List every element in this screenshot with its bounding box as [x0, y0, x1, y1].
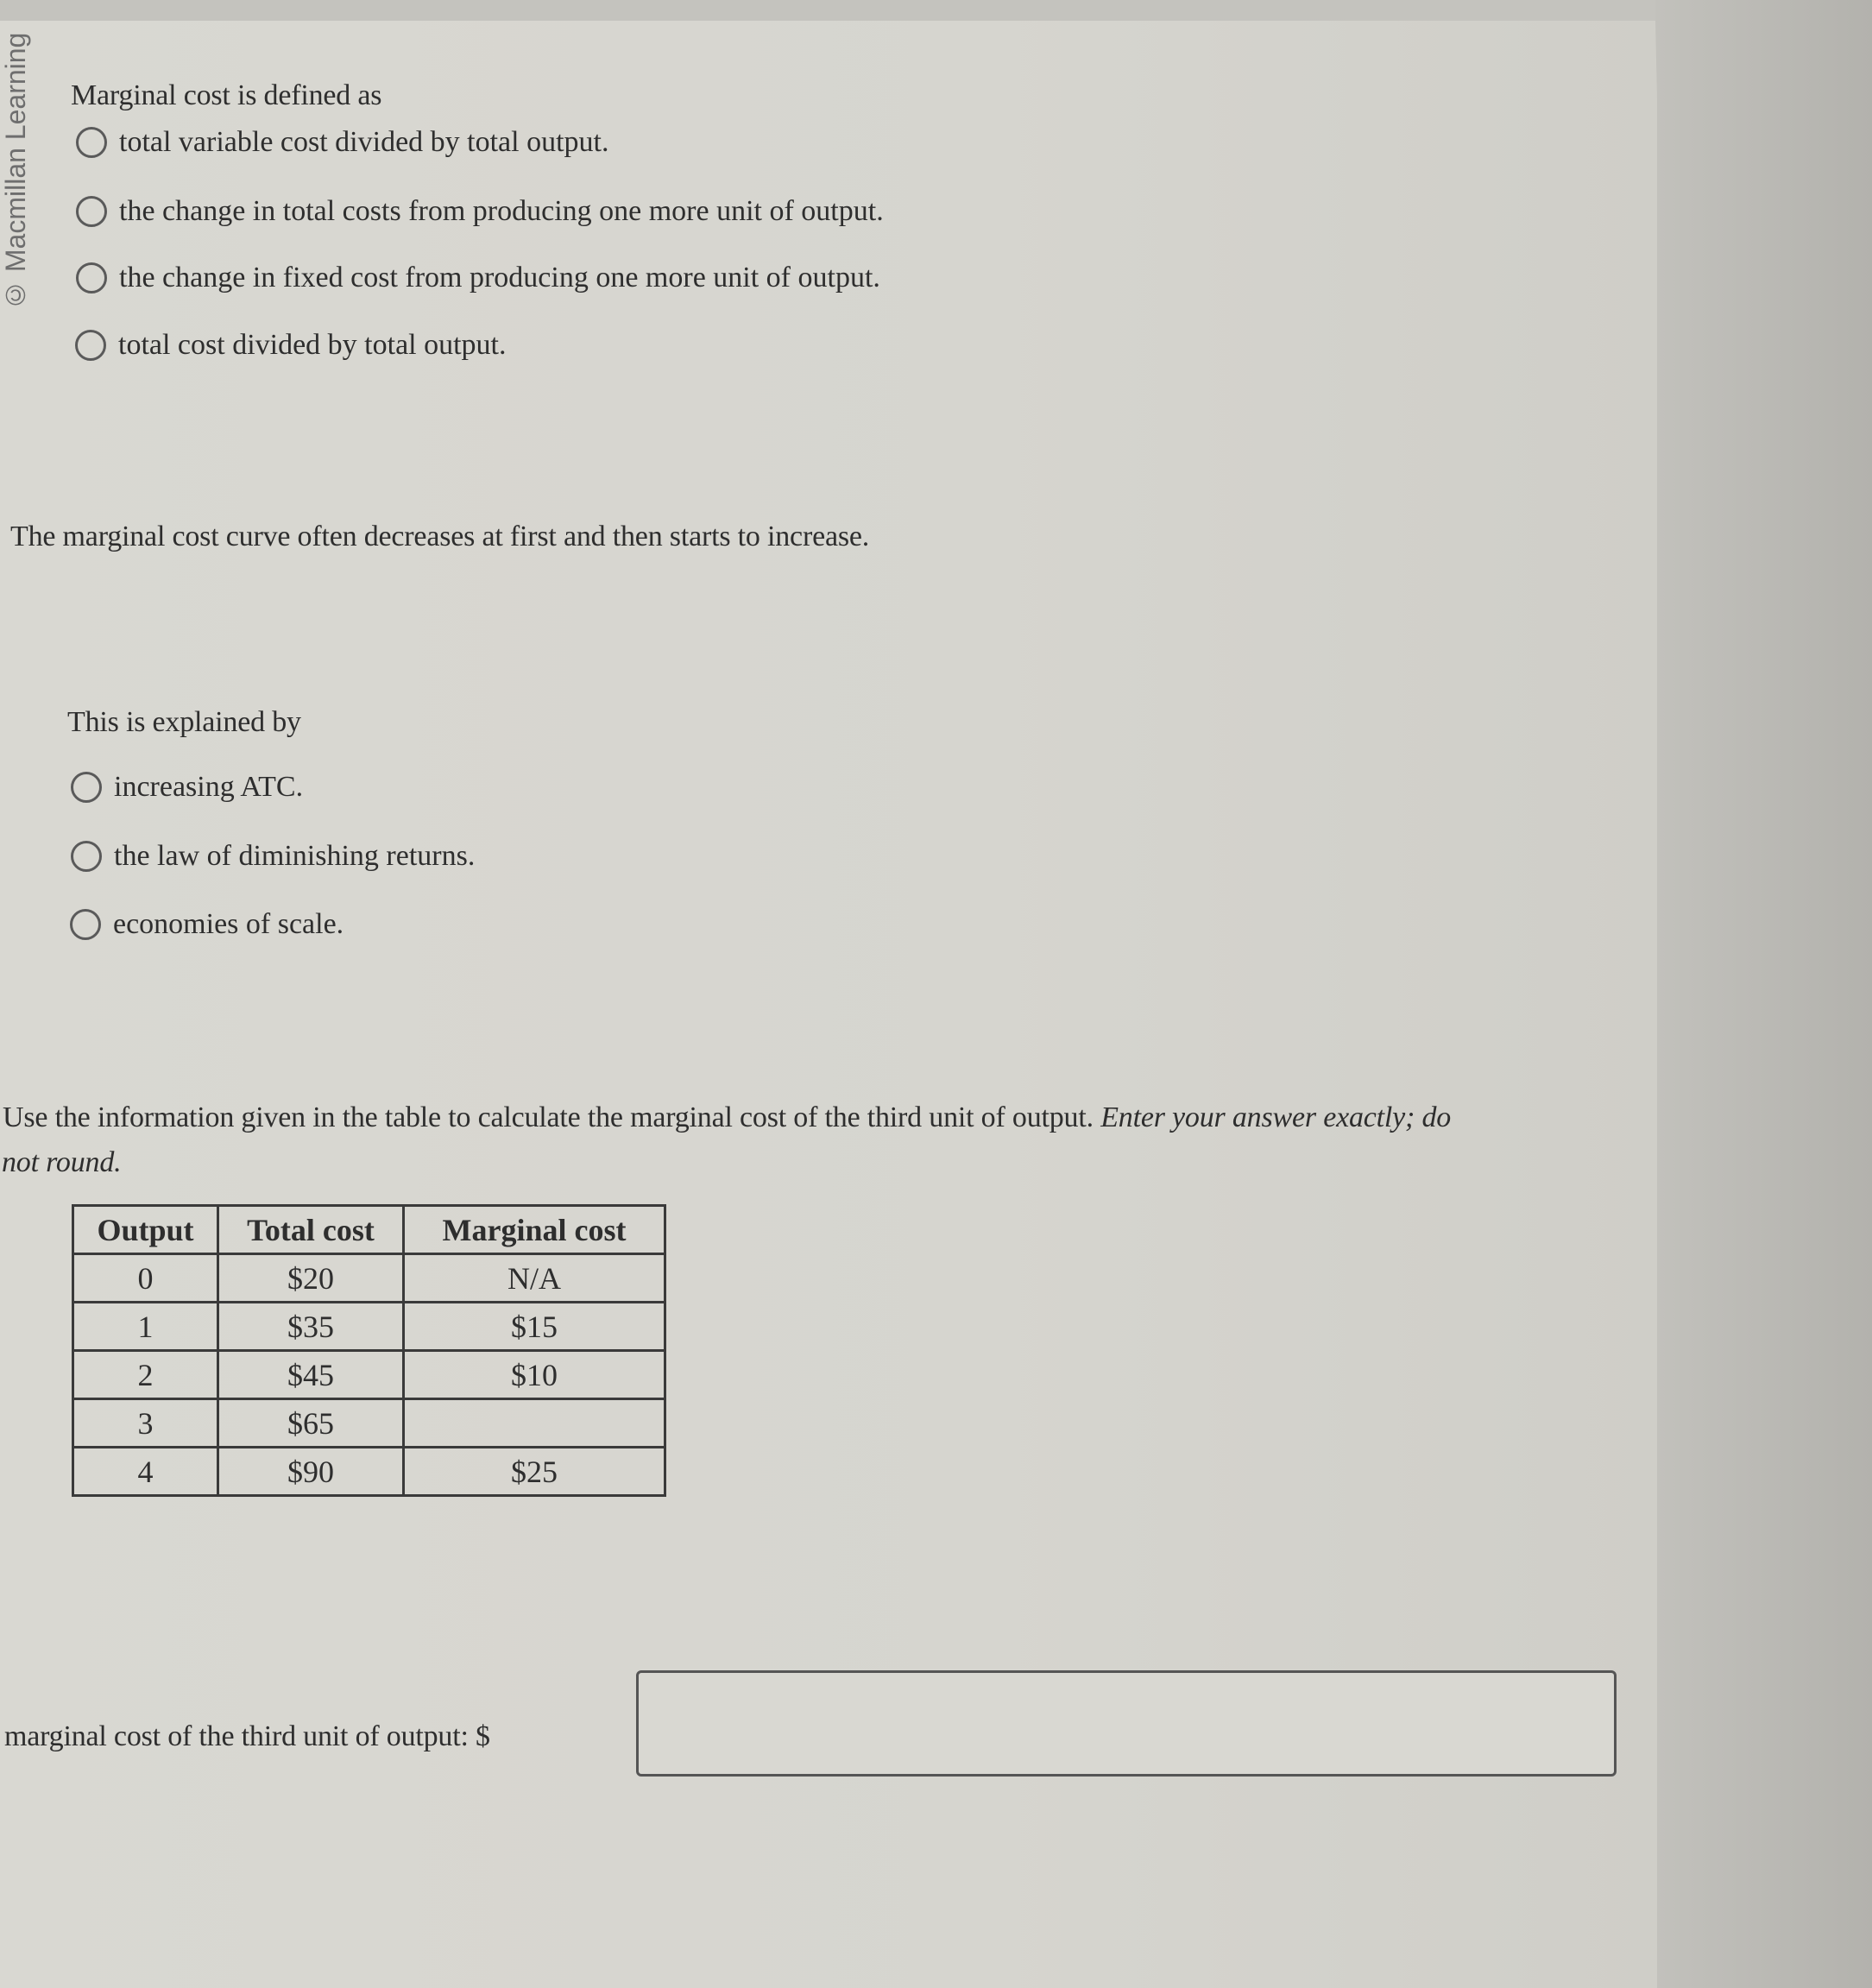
cell-marginal-cost: $15	[404, 1303, 665, 1351]
table-row	[73, 1254, 665, 1303]
q1-option-1[interactable]	[76, 126, 609, 159]
background-right	[1655, 0, 1872, 1988]
cell-marginal-cost: $10	[404, 1351, 665, 1399]
q2-option-1[interactable]	[71, 771, 303, 804]
q1-option-3[interactable]	[76, 262, 880, 294]
q2-prompt: This is explained by	[67, 706, 301, 738]
cell-output: 0	[73, 1254, 218, 1303]
cell-output: 1	[73, 1303, 218, 1351]
q3-instruction-italic: Enter your answer exactly; do	[1100, 1101, 1452, 1133]
table-header-row	[73, 1206, 665, 1254]
q2-statement: The marginal cost curve often decreases at first and then starts to increase.	[10, 521, 870, 552]
top-strip	[0, 0, 1872, 21]
q1-option-2-label: the change in total costs from producing one more unit of output.	[119, 195, 884, 227]
q1-option-1-label: total variable cost divided by total output.	[119, 126, 609, 158]
header-marginal-cost: Marginal cost	[404, 1206, 665, 1254]
q1-option-4[interactable]	[75, 329, 507, 362]
radio-button-icon[interactable]	[75, 330, 106, 361]
q2-option-2-label: the law of diminishing returns.	[114, 840, 476, 872]
cell-total-cost: $90	[218, 1448, 404, 1496]
q1-option-4-label: total cost divided by total output.	[118, 329, 507, 361]
cell-total-cost: $45	[218, 1351, 404, 1399]
cell-marginal-cost	[404, 1399, 665, 1448]
q1-option-3-label: the change in fixed cost from producing one more unit of output.	[119, 262, 880, 293]
cell-output: 2	[73, 1351, 218, 1399]
radio-button-icon[interactable]	[76, 196, 107, 227]
q3-instruction-italic-2: not round.	[2, 1146, 122, 1178]
q3-instruction: Use the information given in the table to calculate the marginal cost of the third unit of output.	[3, 1101, 1094, 1133]
q2-option-3[interactable]	[70, 908, 344, 941]
table-row	[73, 1303, 665, 1351]
radio-button-icon[interactable]	[76, 262, 107, 293]
macmillan-watermark: © Macmillan Learning	[0, 32, 31, 311]
cell-total-cost: $35	[218, 1303, 404, 1351]
radio-button-icon[interactable]	[70, 909, 101, 940]
q2-option-1-label: increasing ATC.	[114, 771, 304, 803]
cell-marginal-cost: $25	[404, 1448, 665, 1496]
radio-button-icon[interactable]	[76, 127, 107, 158]
cell-marginal-cost: N/A	[404, 1254, 665, 1303]
table-row	[73, 1399, 665, 1448]
table-row	[73, 1351, 665, 1399]
cost-table	[72, 1204, 666, 1497]
q1-prompt: Marginal cost is defined as	[71, 79, 382, 111]
q2-option-3-label: economies of scale.	[113, 908, 344, 940]
q2-option-2[interactable]	[71, 840, 475, 873]
radio-button-icon[interactable]	[71, 772, 102, 803]
table-row	[73, 1448, 665, 1496]
q3-instruction-line1	[3, 1101, 1451, 1134]
q3-instruction-line2	[2, 1146, 121, 1179]
answer-label: marginal cost of the third unit of output: $	[4, 1720, 490, 1752]
q1-option-2[interactable]	[76, 195, 884, 228]
cell-total-cost: $20	[218, 1254, 404, 1303]
cell-output: 3	[73, 1399, 218, 1448]
header-output: Output	[73, 1206, 218, 1254]
radio-button-icon[interactable]	[71, 841, 102, 872]
marginal-cost-answer-input[interactable]	[636, 1670, 1617, 1777]
cell-output: 4	[73, 1448, 218, 1496]
cell-total-cost: $65	[218, 1399, 404, 1448]
header-total-cost: Total cost	[218, 1206, 404, 1254]
